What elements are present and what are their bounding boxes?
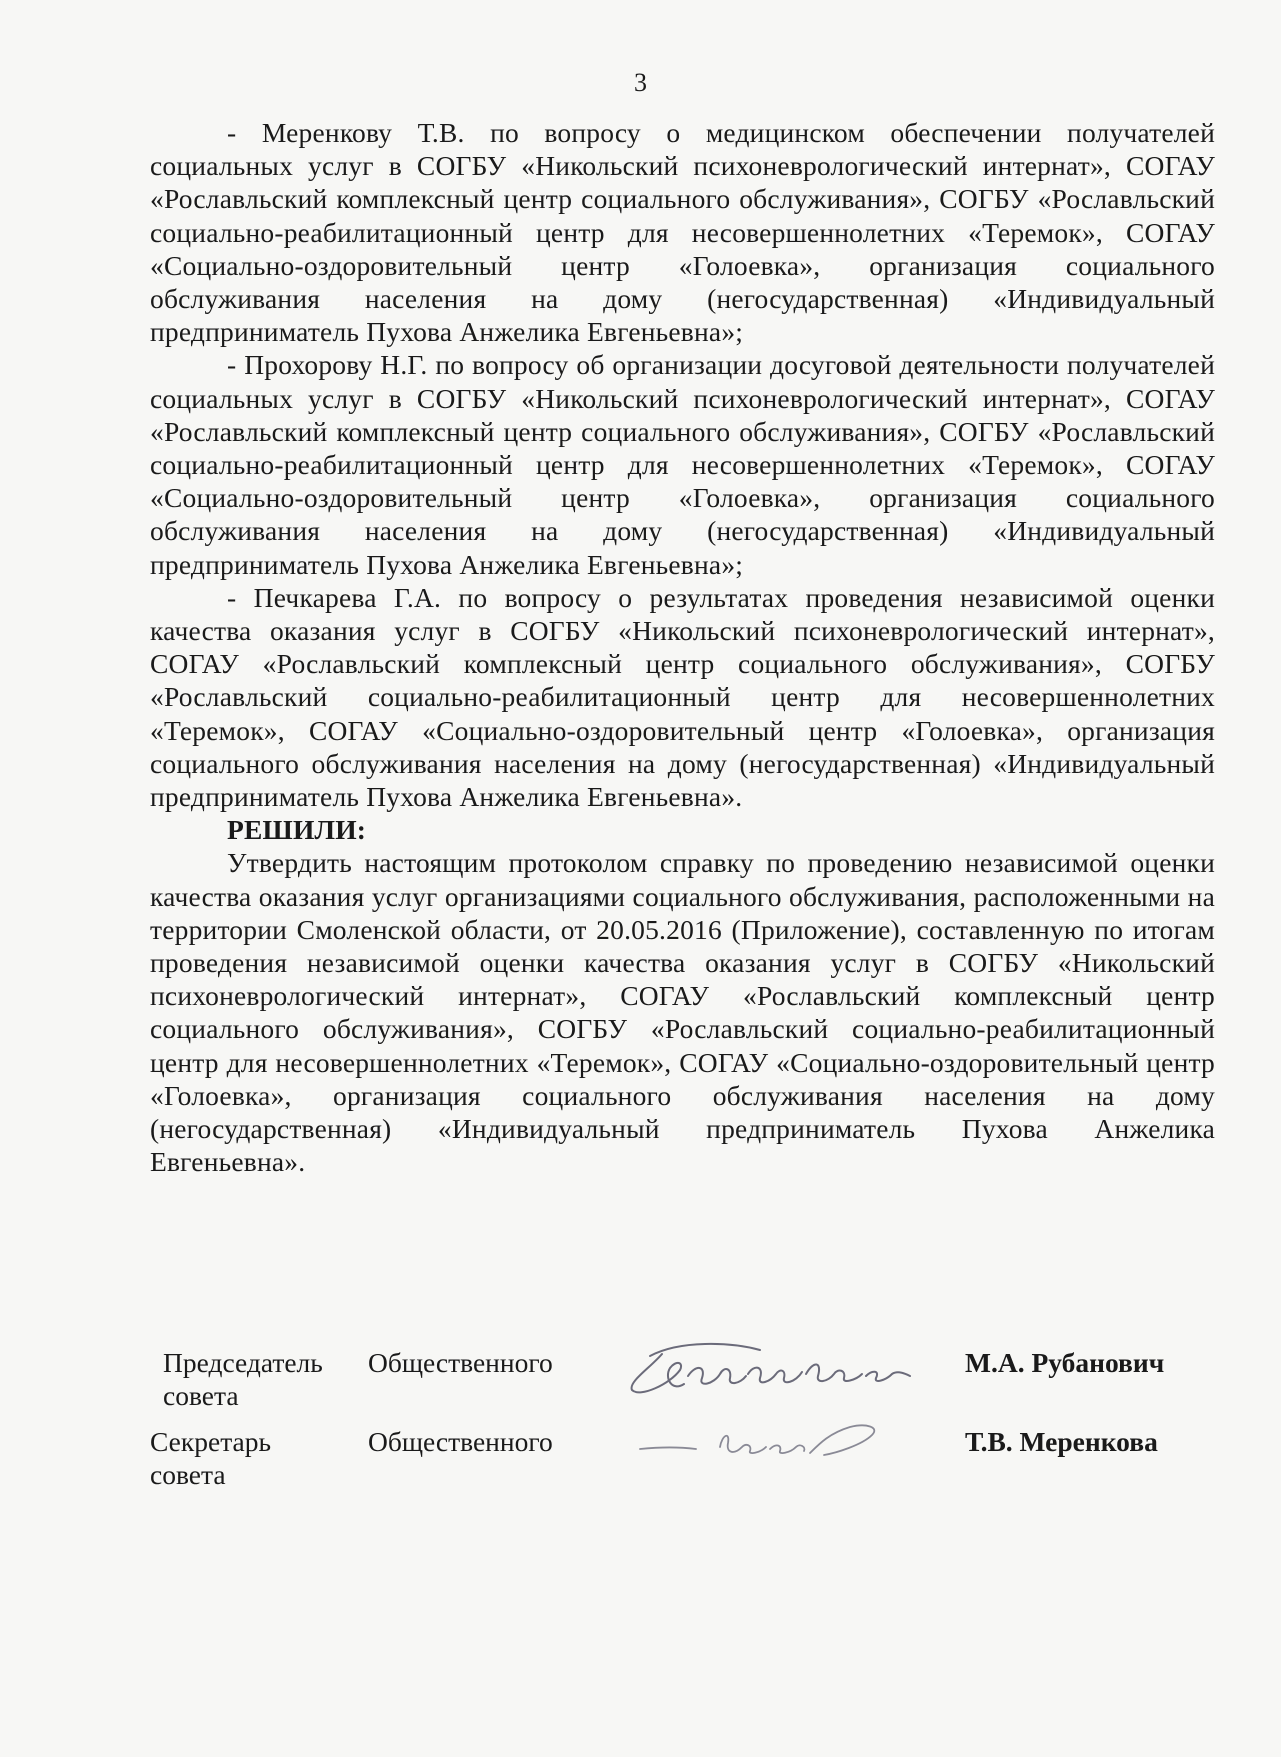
page-number: 3 <box>634 68 647 97</box>
decision-heading: РЕШИЛИ: <box>227 814 367 846</box>
paragraph-merenkova: - Меренкову Т.В. по вопросу о медицинском обеспечении получателей социальных услуг в СОГБУ «Никольский психоневрологический интернат», СОГАУ «Рославльский комплексный центр социального обслуживания», СОГБУ «Рославльский социально-реабилитационный центр для несовершеннолетних «Теремок», СОГАУ «Социально-оздоровительный центр «Голоевка», организация социального обслуживания населения на дому (негосударственная) «Индивидуальный предприниматель Пухова Анжелика Евгеньевна»; <box>150 117 1215 348</box>
role-word: совета <box>163 1380 239 1411</box>
role-word: Общественного <box>368 1347 553 1378</box>
role-word: Председатель <box>163 1347 323 1378</box>
paragraph-prokhorova: - Прохорову Н.Г. по вопросу об организации досуговой деятельности получателей социальных услуг в СОГБУ «Никольский психоневрологический интернат», СОГАУ «Рославльский комплексный центр социального обслуживания», СОГБУ «Рославльский социально-реабилитационный центр для несовершеннолетних «Теремок», СОГАУ «Социально-оздоровительный центр «Голоевка», организация социального обслуживания населения на дому (негосударственная) «Индивидуальный предприниматель Пухова Анжелика Евгеньевна»; <box>150 349 1215 580</box>
role-word: Секретарь <box>150 1426 272 1457</box>
paragraph-pechkareva: - Печкарева Г.А. по вопросу о результатах проведения независимой оценки качества оказания услуг в СОГБУ «Никольский психоневрологический интернат», СОГАУ «Рославльский комплексный центр социального обслуживания», СОГБУ «Рославльский социально-реабилитационный центр для несовершеннолетних «Теремок», СОГАУ «Социально-оздоровительный центр «Голоевка», организация социального обслуживания населения на дому (негосударственная) «Индивидуальный предприниматель Пухова Анжелика Евгеньевна». <box>150 581 1215 813</box>
handwritten-signature-chairman <box>610 1334 940 1404</box>
signatory-name: М.А. Рубанович <box>965 1347 1165 1378</box>
role-word: совета <box>150 1459 226 1490</box>
signature-block-secretary <box>150 1425 1230 1505</box>
signatory-name: Т.В. Меренкова <box>965 1426 1158 1457</box>
decision-text: Утвердить настоящим протоколом справку по проведению независимой оценки качества оказания услуг организациями социального обслуживания, расположенными на территории Смоленской области, от 20.05.2016 (Приложение), составленную по итогам проведения независимой оценки качества оказания услуг в СОГБУ «Никольский психоневрологический интернат», СОГАУ «Рославльский комплексный центр социального обслуживания», СОГБУ «Рославльский социально-реабилитационный центр для несовершеннолетних «Теремок», СОГАУ «Социально-оздоровительный центр «Голоевка», организация социального обслуживания населения на дому (негосударственная) «Индивидуальный предприниматель Пухова Анжелика Евгеньевна». <box>150 847 1215 1178</box>
handwritten-signature-secretary <box>610 1413 940 1483</box>
role-word: Общественного <box>368 1426 553 1457</box>
protocol-body <box>150 116 1215 1179</box>
